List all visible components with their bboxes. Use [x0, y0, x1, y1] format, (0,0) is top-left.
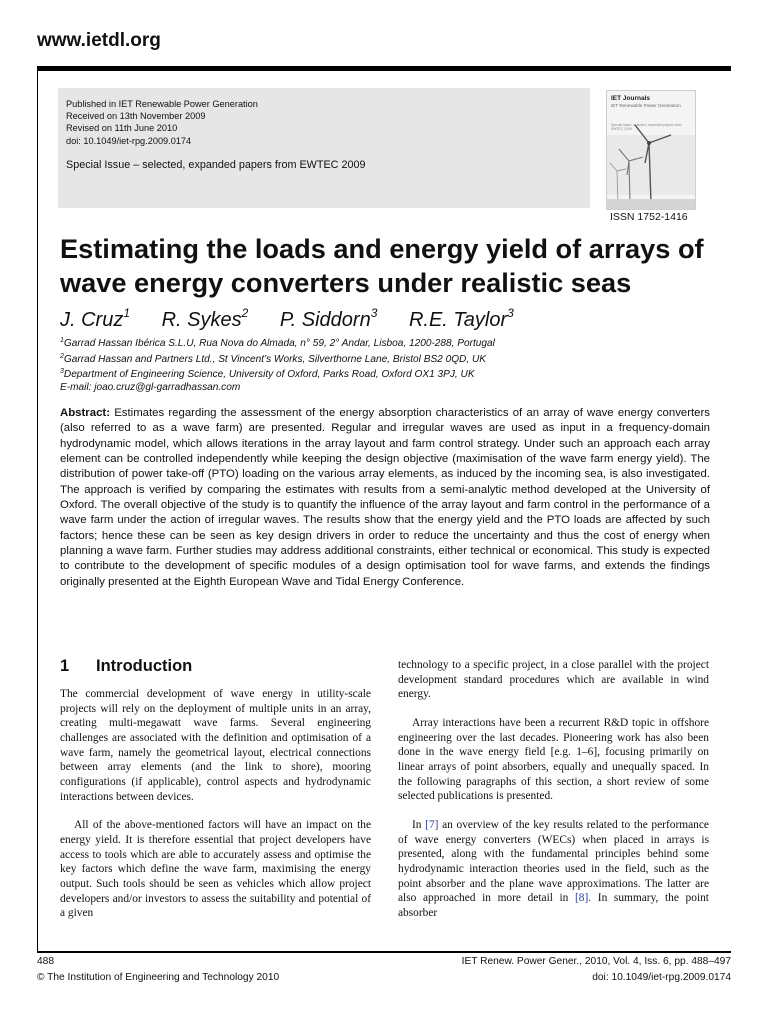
revised-date: Revised on 11th June 2010 — [66, 123, 178, 134]
author: P. Siddorn$^3$ — [279, 306, 378, 331]
left-column — [60, 687, 371, 935]
special-issue-note: Special Issue – selected, expanded papers from EWTEC 2009 — [66, 159, 366, 171]
publication-info — [66, 98, 258, 147]
cover-title: IET Renewable Power Generation — [611, 103, 681, 108]
corresponding-email[interactable]: E-mail: joao.cruz@gl-garradhassan.com — [60, 381, 241, 393]
bottom-rule — [37, 951, 731, 953]
paragraph: In [7] an overview of the key results related to the performance of wave energy converters (WECs) when placed in arrays is presented, along with the fundamental principles behind some hydrodynamic interaction theories used in the field, such as the point absorber and the plane wave approximations. The latter are also approached in more detail in [8]. In summary, the point absorber — [398, 818, 709, 919]
citation-link[interactable]: [7] — [425, 818, 439, 831]
paragraph: All of the above-mentioned factors will have an impact on the energy yield. It is therefore essential that project developers have access to tools which are able to accurately assess and optimise the key factors which define the wave farm, maximising the energy output. Such tools should be seen as vehicles which allow project developers and/or investors to assess the suitability and potential of a given — [60, 819, 371, 920]
top-rule — [37, 66, 731, 71]
author-list — [60, 306, 540, 332]
paper-title: Estimating the loads and energy yield of arrays of wave energy converters under realistic seas — [60, 233, 704, 298]
abstract-text: Estimates regarding the assessment of the energy absorption characteristics of an array of wave energy converters (also referred to as a wave farm) are presented. Regular and irregular waves are used as input in a frequency-domain hydrodynamic model, which allows iterations in the array layout and farm control strategy. Under such an approach each array element can be controlled independently while keeping the design objective (maximisation of the wave farm energy yield). The distribution of power take-off (PTO) loading on the various array elements, as induced by the incoming sea, is also investigated. The approach is verified by comparing the estimates with results from a semi-analytic method developed at the University of Oxford. The overall objective of the study is to quantify the influence of the array layout and farm control in the performance of a wave farm under the action of irregular waves. The results show that the energy yield and the PTO loads are affected by such factors; hence these can be seen as key design drivers in order to reduce the uncertainty and thus the cost of energy when planning a wave farm. Further studies may address additional constraints, either technical or economical. This study is expected to contribute to the development of specific modules of a design optimisation tool for wave farms, and extends the findings originally presented at the Eighth European Wave and Tidal Energy Conference. — [60, 407, 711, 588]
author: J. Cruz$^1$ — [60, 306, 131, 331]
page-number: 488 — [37, 956, 54, 967]
paragraph: Array interactions have been a recurrent R&D topic in offshore engineering over the last decades. Pioneering work has also been done in the wave energy field [e.g. 1–6], focusing primarily on linear arrays of point absorbers, equally and unequally spaced. In the following paragraphs of this section, a short review of some selected publications is presented. — [398, 716, 709, 803]
affiliation: $^1$Garrad Hassan Ibérica S.L.U, Rua Nova do Almada, n° 59, 2° Andar, Lisboa, 1200-288, Portugal — [60, 337, 495, 349]
journal-reference: IET Renew. Power Gener., 2010, Vol. 4, Iss. 6, pp. 488–497 — [461, 956, 731, 967]
section-number: 1 — [60, 657, 70, 675]
footer-doi: doi: 10.1049/iet-rpg.2009.0174 — [592, 972, 731, 983]
section-title: Introduction — [96, 657, 193, 675]
abstract — [60, 406, 710, 590]
site-url[interactable]: www.ietdl.org — [37, 30, 161, 51]
journal-cover-image — [606, 90, 696, 210]
issn: ISSN 1752-1416 — [610, 211, 688, 223]
author: R. Sykes$^2$ — [161, 306, 249, 331]
affiliation: $^3$Department of Engineering Science, University of Oxford, Parks Road, Oxford OX1 3PJ, UK — [60, 368, 475, 381]
cover-brand: IET Journals — [611, 95, 651, 102]
abstract-label: Abstract: — [60, 407, 111, 419]
affiliations — [60, 335, 495, 394]
publication-doi: doi: 10.1049/iet-rpg.2009.0174 — [66, 135, 192, 146]
citation-link[interactable]: [8]. — [575, 892, 592, 905]
published-in: Published in IET Renewable Power Generation — [66, 99, 258, 109]
paragraph: The commercial development of wave energy in utility-scale projects will rely on the deployment of multiple units in an array, creating multi-megawatt wave farms. Several engineering challenges are associated with the definition and optimisation of a wave farm, namely the geometrical layout, electrical connections between array elements (and the link to shore), mooring configurations (if applicable), control aspects and hydrodynamic interactions between devices. — [60, 688, 371, 803]
cover-text: Special Issue: selected, expanded papers from EWTEC 2009 — [611, 123, 682, 131]
copyright: © The Institution of Engineering and Technology 2010 — [37, 972, 280, 983]
author: R.E. Taylor$^3$ — [408, 306, 514, 331]
paragraph: technology to a specific project, in a close parallel with the project development standard procedures which are available in wind energy. — [398, 659, 709, 701]
affiliation: $^2$Garrad Hassan and Partners Ltd., St Vincent’s Works, Silverthorne Lane, Bristol BS2 0QD, UK — [60, 352, 486, 365]
left-rule — [37, 71, 38, 952]
received-date: Received on 13th November 2009 — [66, 111, 206, 122]
right-column — [398, 658, 709, 935]
section-heading — [60, 657, 192, 676]
wind-turbine-illustration — [607, 91, 695, 209]
